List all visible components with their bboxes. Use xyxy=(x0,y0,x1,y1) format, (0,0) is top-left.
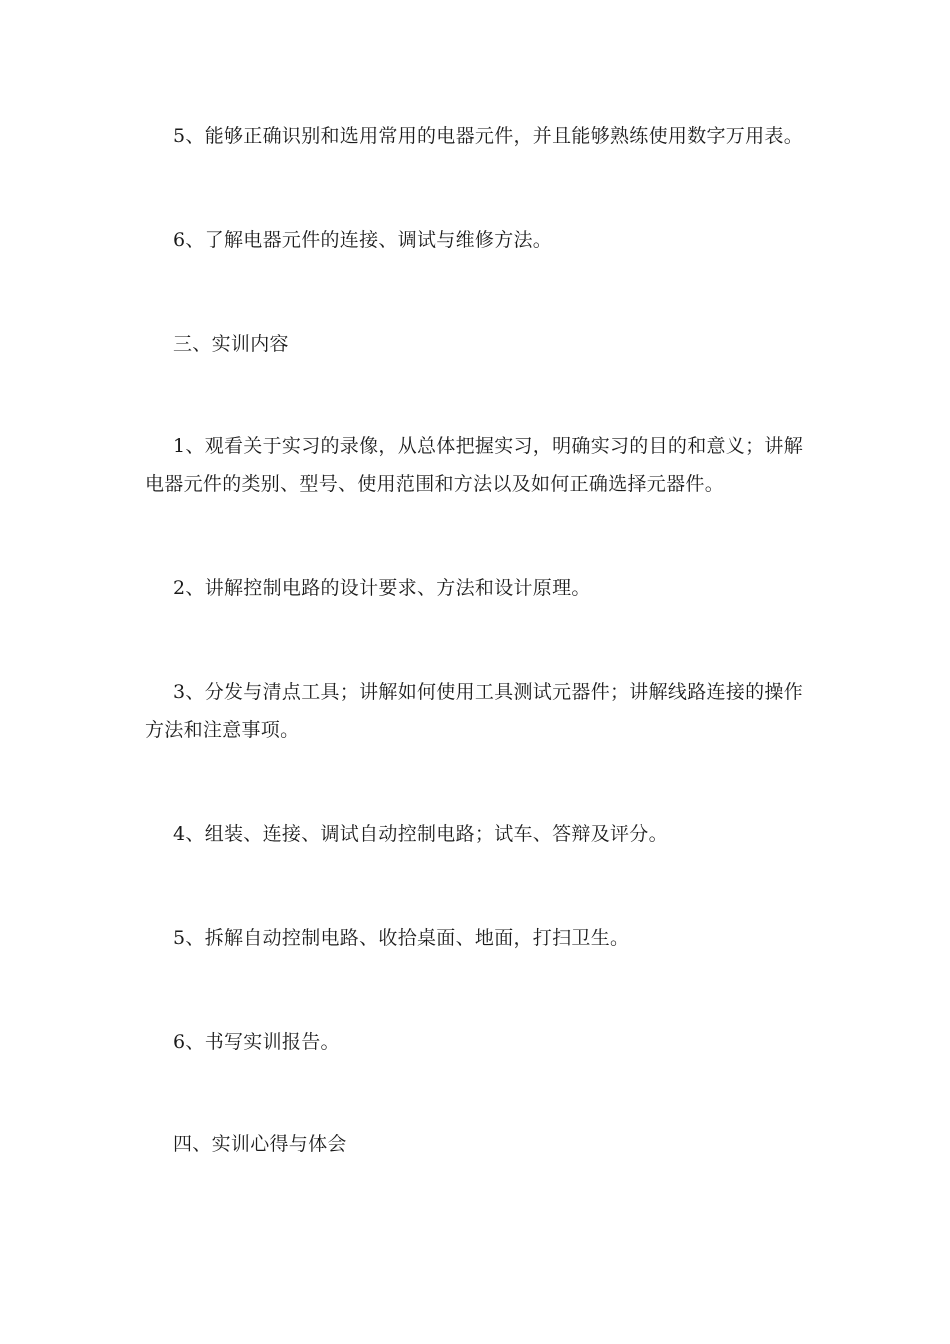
section-heading-experience: 四、实训心得与体会 xyxy=(173,1133,347,1155)
content-item-2: 2、讲解控制电路的设计要求、方法和设计原理。 xyxy=(173,577,591,599)
objective-item-6: 6、了解电器元件的连接、调试与维修方法。 xyxy=(173,229,553,251)
objective-item-5: 5、能够正确识别和选用常用的电器元件，并且能够熟练使用数字万用表。 xyxy=(173,125,803,147)
content-item-3: 3、分发与清点工具；讲解如何使用工具测试元器件；讲解线路连接的操作方法和注意事项。 xyxy=(145,681,803,741)
content-item-4: 4、组装、连接、调试自动控制电路；试车、答辩及评分。 xyxy=(173,823,668,845)
section-heading-training-content: 三、实训内容 xyxy=(173,333,289,355)
content-item-5: 5、拆解自动控制电路、收拾桌面、地面，打扫卫生。 xyxy=(173,927,630,949)
content-item-1: 1、观看关于实习的录像，从总体把握实习，明确实习的目的和意义；讲解电器元件的类别、型号、使用范围和方法以及如何正确选择元器件。 xyxy=(145,435,803,495)
content-item-6: 6、书写实训报告。 xyxy=(173,1031,340,1053)
